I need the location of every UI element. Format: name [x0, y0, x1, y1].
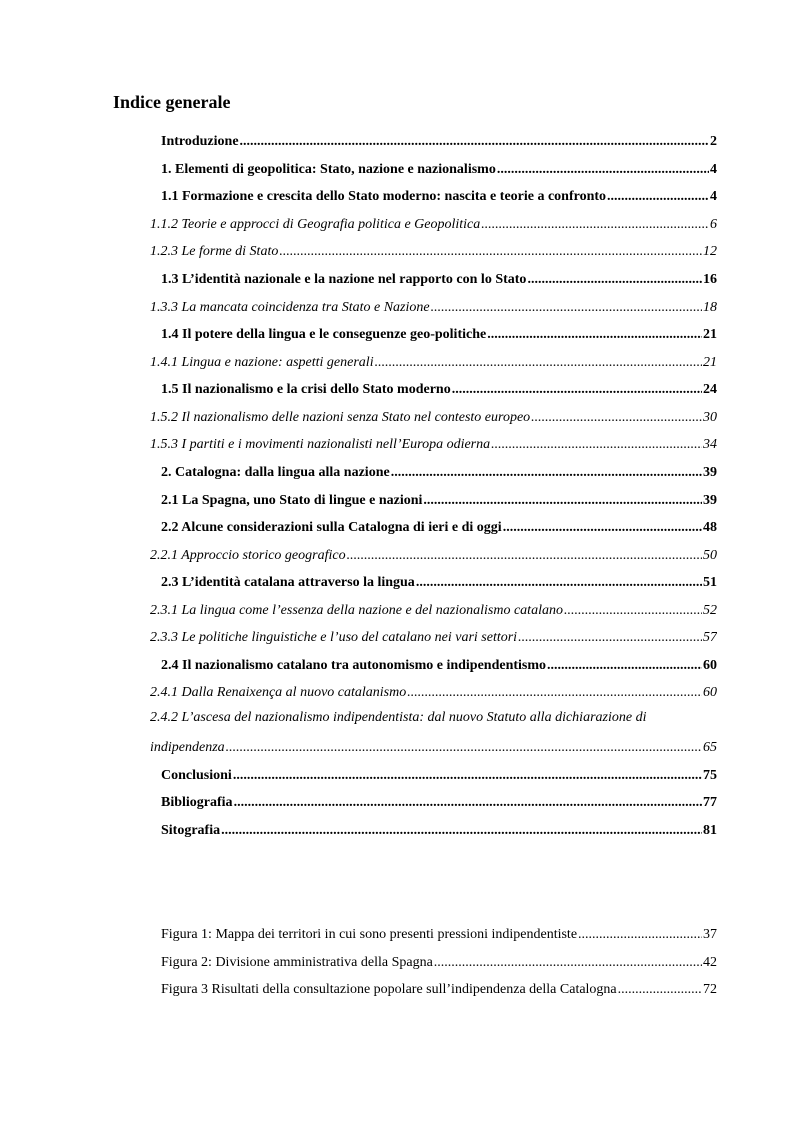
- figure-entry-title: Figura 1: Mappa dei territori in cui sono presenti pressioni indipendentiste: [161, 927, 578, 942]
- toc-entry-page: 50: [703, 548, 717, 563]
- toc-entry-page: 39: [703, 465, 717, 480]
- toc-entry-conclusioni[interactable]: [161, 767, 717, 785]
- toc-entry-page: 65: [703, 740, 717, 755]
- toc-entry-page: 60: [703, 685, 717, 700]
- toc-entry-page: 39: [703, 493, 717, 508]
- dot-leader: [431, 299, 702, 317]
- toc-entry-title: Bibliografia: [161, 795, 233, 810]
- toc-entry-chapter-2[interactable]: [161, 464, 717, 482]
- toc-entry-title: 2.2 Alcune considerazioni sulla Catalogna di ieri e di oggi: [161, 520, 502, 535]
- toc-entry-title: indipendenza: [150, 740, 225, 755]
- figure-entry-3[interactable]: [161, 981, 717, 999]
- figure-entry-page: 37: [703, 927, 717, 942]
- dot-leader: [391, 464, 702, 482]
- toc-entry-title: 2.4.1 Dalla Renaixença al nuovo catalanismo: [150, 685, 407, 700]
- toc-entry-sitografia[interactable]: [161, 822, 717, 840]
- dot-leader: [618, 981, 702, 999]
- toc-entry-title: 2.4 Il nazionalismo catalano tra autonomismo e indipendentismo: [161, 658, 547, 673]
- dot-leader: [607, 188, 709, 206]
- toc-entry-title: 2.2.1 Approccio storico geografico: [150, 548, 346, 563]
- figure-entry-title: Figura 3 Risultati della consultazione popolare sull’indipendenza della Catalogna: [161, 982, 617, 997]
- toc-entry-2-4-2-line1[interactable]: 2.4.2 L’ascesa del nazionalismo indipendentista: dal nuovo Statuto alla dichiarazione di: [150, 710, 647, 725]
- toc-entry-1-4[interactable]: [161, 326, 717, 344]
- toc-entry-page: 81: [703, 823, 717, 838]
- dot-leader: [518, 629, 702, 647]
- toc-entry-2-4[interactable]: [161, 657, 717, 675]
- toc-entry-2-4-1[interactable]: [150, 684, 717, 702]
- toc-entry-2-1[interactable]: [161, 492, 717, 510]
- dot-leader: [527, 271, 702, 289]
- toc-entry-1-5-3[interactable]: [150, 436, 717, 454]
- figure-entry-1[interactable]: [161, 926, 717, 944]
- dot-leader: [497, 161, 709, 179]
- dot-leader: [564, 602, 702, 620]
- toc-entry-title: 2.3.1 La lingua come l’essenza della nazione e del nazionalismo catalano: [150, 603, 563, 618]
- toc-entry-page: 30: [703, 410, 717, 425]
- dot-leader: [416, 574, 702, 592]
- toc-entry-title: 2.3 L’identità catalana attraverso la lingua: [161, 575, 415, 590]
- toc-entry-title: 1.4.1 Lingua e nazione: aspetti generali: [150, 355, 374, 370]
- page-title: Indice generale: [113, 92, 231, 112]
- dot-leader: [547, 657, 702, 675]
- toc-entry-title: Conclusioni: [161, 768, 232, 783]
- toc-entry-1-4-1[interactable]: [150, 354, 717, 372]
- figure-entry-title: Figura 2: Divisione amministrativa della Spagna: [161, 955, 433, 970]
- toc-entry-title: 1.1.2 Teorie e approcci di Geografia politica e Geopolitica: [150, 217, 481, 232]
- dot-leader: [279, 243, 702, 261]
- dot-leader: [434, 954, 702, 972]
- toc-entry-page: 51: [703, 575, 717, 590]
- toc-entry-page: 4: [710, 189, 717, 204]
- figure-entry-page: 42: [703, 955, 717, 970]
- dot-leader: [503, 519, 702, 537]
- dot-leader: [226, 739, 702, 757]
- dot-leader: [407, 684, 702, 702]
- dot-leader: [240, 133, 709, 151]
- toc-entry-title: 1.3 L’identità nazionale e la nazione nel rapporto con lo Stato: [161, 272, 527, 287]
- toc-entry-1-2-3[interactable]: [150, 243, 717, 261]
- toc-entry-chapter-1[interactable]: [161, 161, 717, 179]
- toc-entry-page: 4: [710, 162, 717, 177]
- toc-entry-page: 75: [703, 768, 717, 783]
- toc-entry-page: 16: [703, 272, 717, 287]
- figure-entry-page: 72: [703, 982, 717, 997]
- toc-entry-1-5[interactable]: [161, 381, 717, 399]
- toc-entry-title: 1.1 Formazione e crescita dello Stato moderno: nascita e teorie a confronto: [161, 189, 607, 204]
- toc-entry-page: 21: [703, 355, 717, 370]
- toc-entry-page: 12: [703, 244, 717, 259]
- toc-entry-2-3[interactable]: [161, 574, 717, 592]
- toc-entry-page: 48: [703, 520, 717, 535]
- toc-entry-page: 60: [703, 658, 717, 673]
- toc-entry-1-1-2[interactable]: [150, 216, 717, 234]
- dot-leader: [531, 409, 702, 427]
- figure-entry-2[interactable]: [161, 954, 717, 972]
- toc-entry-2-4-2-line2[interactable]: [150, 739, 717, 757]
- toc-entry-page: 2: [710, 134, 717, 149]
- dot-leader: [487, 326, 702, 344]
- toc-entry-page: 57: [703, 630, 717, 645]
- toc-entry-1-3[interactable]: [161, 271, 717, 289]
- toc-entry-title: 1. Elementi di geopolitica: Stato, nazione e nazionalismo: [161, 162, 496, 177]
- toc-entry-title: 1.4 Il potere della lingua e le conseguenze geo-politiche: [161, 327, 487, 342]
- toc-entry-2-3-3[interactable]: [150, 629, 717, 647]
- toc-entry-title: 1.2.3 Le forme di Stato: [150, 244, 279, 259]
- toc-entry-2-2[interactable]: [161, 519, 717, 537]
- toc-entry-title: 1.5.3 I partiti e i movimenti nazionalisti nell’Europa odierna: [150, 437, 491, 452]
- dot-leader: [452, 381, 702, 399]
- toc-entry-title: 1.3.3 La mancata coincidenza tra Stato e Nazione: [150, 300, 430, 315]
- toc-entry-introduzione[interactable]: [161, 133, 717, 151]
- toc-entry-title: Sitografia: [161, 823, 221, 838]
- dot-leader: [578, 926, 702, 944]
- toc-entry-title: 2. Catalogna: dalla lingua alla nazione: [161, 465, 390, 480]
- dot-leader: [491, 436, 702, 454]
- dot-leader: [375, 354, 702, 372]
- dot-leader: [234, 794, 702, 812]
- toc-entry-1-1[interactable]: [161, 188, 717, 206]
- toc-entry-title: 2.1 La Spagna, uno Stato di lingue e nazioni: [161, 493, 423, 508]
- dot-leader: [423, 492, 702, 510]
- dot-leader: [233, 767, 702, 785]
- toc-entry-page: 18: [703, 300, 717, 315]
- toc-entry-page: 77: [703, 795, 717, 810]
- dot-leader: [347, 547, 702, 565]
- toc-entry-title: 1.5.2 Il nazionalismo delle nazioni senza Stato nel contesto europeo: [150, 410, 531, 425]
- toc-entry-title: Introduzione: [161, 134, 239, 149]
- toc-entry-page: 21: [703, 327, 717, 342]
- toc-entry-2-2-1[interactable]: [150, 547, 717, 565]
- toc-entry-bibliografia[interactable]: [161, 794, 717, 812]
- toc-entry-title: 2.3.3 Le politiche linguistiche e l’uso del catalano nei vari settori: [150, 630, 518, 645]
- dot-leader: [221, 822, 702, 840]
- toc-entry-page: 24: [703, 382, 717, 397]
- toc-entry-page: 6: [710, 217, 717, 232]
- toc-entry-1-3-3[interactable]: [150, 299, 717, 317]
- toc-entry-page: 52: [703, 603, 717, 618]
- toc-entry-title: 1.5 Il nazionalismo e la crisi dello Stato moderno: [161, 382, 451, 397]
- dot-leader: [481, 216, 709, 234]
- toc-entry-1-5-2[interactable]: [150, 409, 717, 427]
- toc-entry-page: 34: [703, 437, 717, 452]
- toc-entry-2-3-1[interactable]: [150, 602, 717, 620]
